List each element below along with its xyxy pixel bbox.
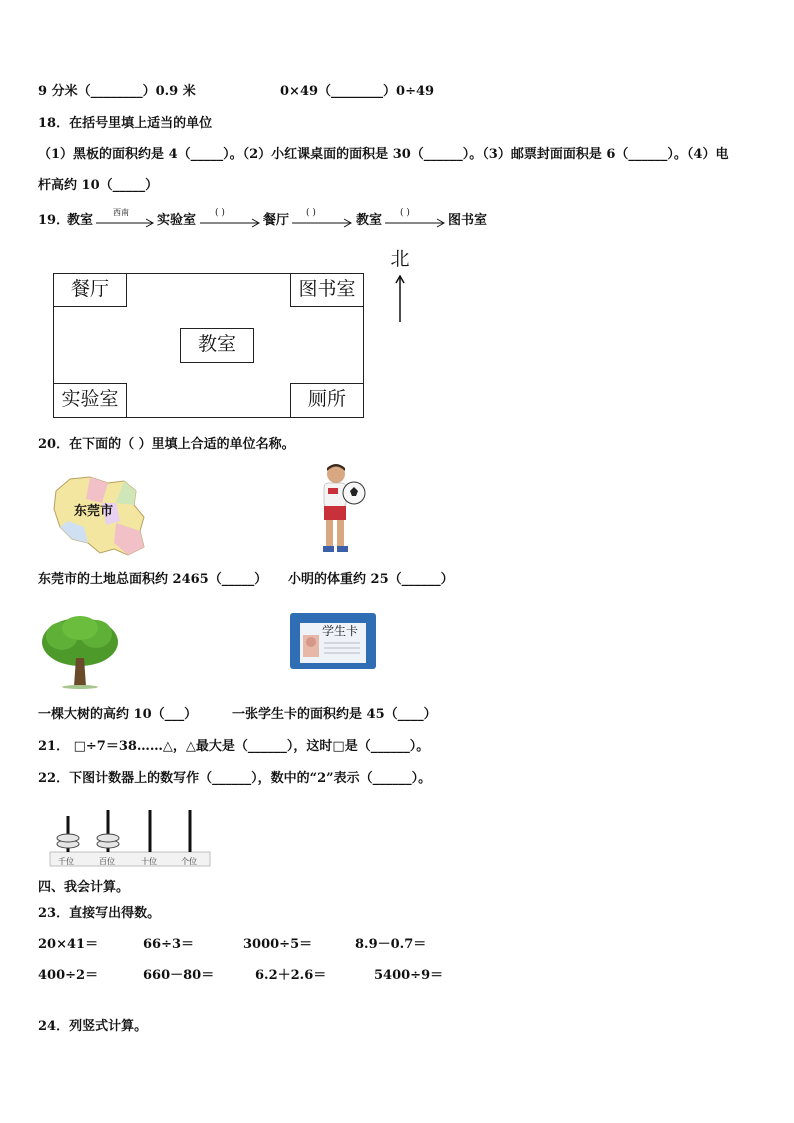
route-step-3: 餐厅 [263, 213, 290, 228]
tree-picture [40, 614, 120, 690]
calc-r1-c1: 20×41＝ [38, 937, 99, 952]
student-card-picture [290, 613, 376, 669]
q20-item3: 一棵大树的高约 10（___） [38, 707, 198, 722]
q24-title: 24．列竖式计算。 [38, 1019, 148, 1034]
abacus-picture [48, 808, 214, 868]
abacus-label-thousands: 千位 [58, 857, 74, 866]
route-arrow-2 [200, 218, 262, 228]
route-label-4: ( ) [400, 208, 410, 218]
map-label: 东莞市 [74, 504, 114, 519]
calc-r2-c1: 400÷2＝ [38, 968, 99, 983]
section4-title: 四、我会计算。 [38, 880, 130, 895]
card-label: 学生卡 [322, 624, 359, 638]
room-library: 图书室 [290, 273, 364, 307]
room-classroom: 教室 [180, 328, 254, 363]
room-canteen: 餐厅 [53, 273, 127, 307]
abacus-label-hundreds: 百位 [99, 857, 115, 866]
calc-r2-c4: 5400÷9＝ [374, 968, 444, 983]
route-label-3: ( ) [306, 208, 316, 218]
route-arrow-4 [385, 218, 447, 228]
q20-item4: 一张学生卡的面积约是 45（____） [232, 707, 437, 722]
abacus-label-ones: 个位 [181, 857, 197, 866]
route-step-4: 教室 [356, 213, 383, 228]
room-lab: 实验室 [53, 383, 127, 418]
calc-r1-c2: 66÷3＝ [143, 937, 195, 952]
q18-title: 18．在括号里填上适当的单位 [38, 116, 213, 131]
route-arrow-1 [96, 218, 156, 228]
q20-item1: 东莞市的土地总面积约 2465（_____） [38, 572, 268, 587]
route-step-1: 教室 [67, 213, 94, 228]
q18-line2: 杆高约 10（_____） [38, 178, 159, 193]
calc-r2-c2: 660－80＝ [143, 968, 215, 983]
compare-left: 9 分米（________）0.9 米 [38, 84, 196, 99]
route-label-1: 西南 [113, 208, 129, 217]
compare-right: 0×49（________）0÷49 [280, 84, 435, 99]
q20-title: 20．在下面的（ ）里填上合适的单位名称。 [38, 437, 295, 452]
north-arrow-icon [393, 274, 407, 324]
q21-text: 21． □÷7＝38……△，△最大是（______），这时□是（______）。 [38, 739, 430, 754]
boy-with-ball-picture [312, 462, 368, 558]
q20-item2: 小明的体重约 25（______） [288, 572, 454, 587]
dongguan-map-picture [50, 473, 150, 559]
q19-prefix: 19． [38, 213, 70, 228]
north-label: 北 [390, 248, 410, 270]
q22-text: 22．下图计数器上的数写作（______），数中的“2”表示（______）。 [38, 771, 432, 786]
room-toilet: 厕所 [290, 383, 364, 418]
calc-r2-c3: 6.2＋2.6＝ [255, 968, 327, 983]
route-step-2: 实验室 [157, 213, 197, 228]
route-label-2: ( ) [215, 208, 225, 218]
q23-title: 23．直接写出得数。 [38, 906, 161, 921]
q18-line1: （1）黑板的面积约是 4（_____）。（2）小红课桌面的面积是 30（______）。（3）邮票封面面积是 6（______）。（4）电 [38, 147, 729, 162]
route-arrow-3 [292, 218, 354, 228]
calc-r1-c4: 8.9－0.7＝ [355, 937, 427, 952]
calc-r1-c3: 3000÷5＝ [243, 937, 313, 952]
route-step-5: 图书室 [448, 213, 488, 228]
abacus-label-tens: 十位 [141, 857, 157, 866]
